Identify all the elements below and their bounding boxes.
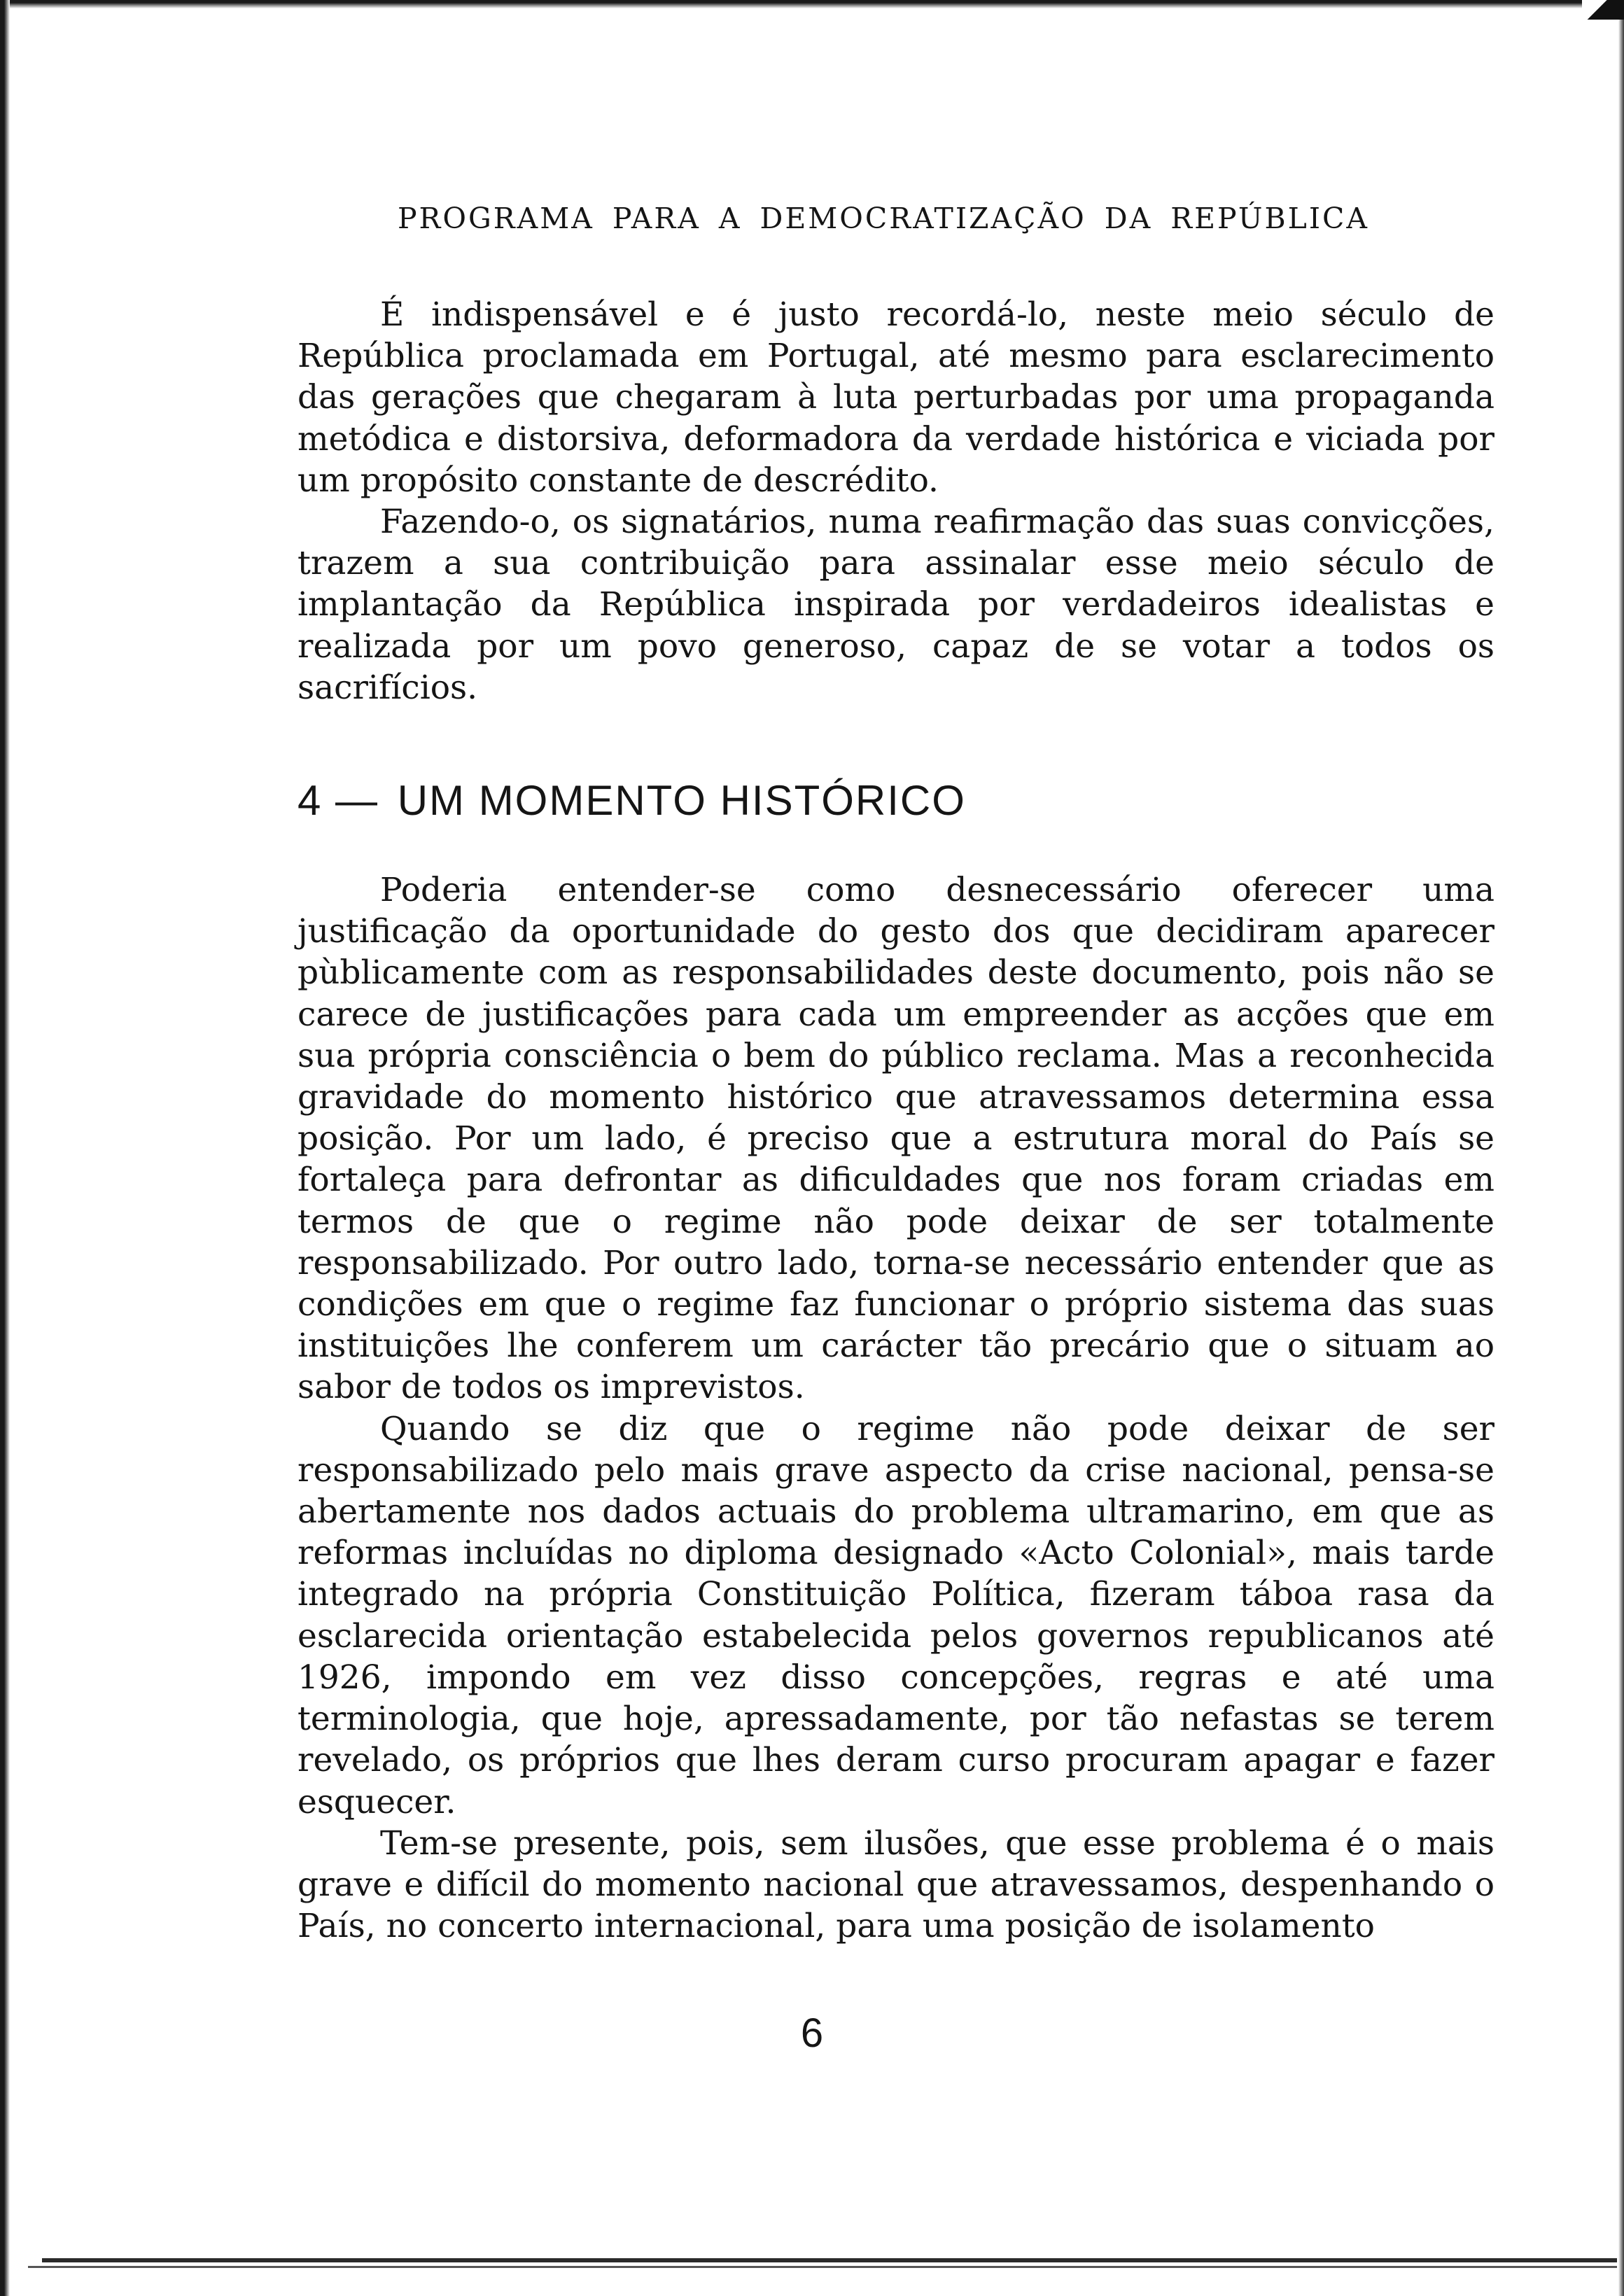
paragraph-section-3: Tem-se presente, pois, sem ilusões, que esse problema é o mais grave e difícil do momento nacional que atravessamos, despenhando o País, no concerto internacional, para uma posição de isolamento (298, 1823, 1494, 1946)
page-body (298, 294, 1494, 1947)
section-title: UM MOMENTO HISTÓRICO (397, 777, 966, 825)
scan-border-right (1618, 0, 1624, 2296)
running-head: PROGRAMA PARA A DEMOCRATIZAÇÃO DA REPÚBLICA (397, 202, 1370, 235)
section-heading (298, 773, 1494, 829)
scan-corner-mark (1582, 0, 1624, 20)
page-number: 6 (800, 2010, 824, 2056)
section-number: 4 — (298, 777, 379, 825)
paragraph-intro-2: Fazendo-o, os signatários, numa reafirmação das suas convicções, trazem a sua contribuição para assinalar esse meio século de implantação da República inspirada por verdadeiros idealistas e realizada por um povo generoso, capaz de se votar a todos os sacrifícios. (298, 503, 1494, 707)
paragraph-section-2: Quando se diz que o regime não pode deixar de ser responsabilizado pelo mais grave aspecto da crise nacional, pensa-se abertamente nos dados actuais do problema ultramarino, em que as reformas incluídas no diploma designado «Acto Colonial», mais tarde integrado na própria Constituição Política, fizeram táboa rasa da esclarecida orientação estabelecida pelos governos republicanos até 1926, impondo em vez disso concepções, regras e até uma terminologia, que hoje, apressadamente, por tão nefastas se terem revelado, os próprios que lhes deram curso procuram apagar e fazer esquecer. (298, 1409, 1494, 1821)
scan-border-left (0, 0, 10, 2296)
scan-border-bottom-thin (28, 2266, 1617, 2268)
scan-border-top (0, 0, 1624, 8)
paragraph-intro-1: É indispensável e é justo recordá-lo, neste meio século de República proclamada em Portugal, até mesmo para esclarecimento das gerações que chegaram à luta perturbadas por uma propaganda metódica e distorsiva, deformadora da verdade histórica e viciada por um propósito constante de descrédito. (298, 295, 1494, 500)
section-spacer (298, 829, 1494, 869)
paragraph-section-1: Poderia entender-se como desnecessário oferecer uma justificação da oportunidade do gesto dos que decidiram aparecer pùblicamente com as responsabilidades deste documento, pois não se carece de justificações para cada um empreender as acções que em sua própria consciência o bem do público reclama. Mas a reconhecida gravidade do momento histórico que atravessamos determina essa posição. Por um lado, é preciso que a estrutura moral do País se fortaleça para defrontar as dificuldades que nos foram criadas em termos de que o regime não pode deixar de ser totalmente responsabilizado. Por outro lado, torna-se necessário entender que as condições em que o regime faz funcionar o próprio sistema das suas instituições lhe conferem um carácter tão precário que o situam ao sabor de todos os imprevistos. (298, 871, 1494, 1407)
scan-border-bottom (42, 2258, 1617, 2262)
